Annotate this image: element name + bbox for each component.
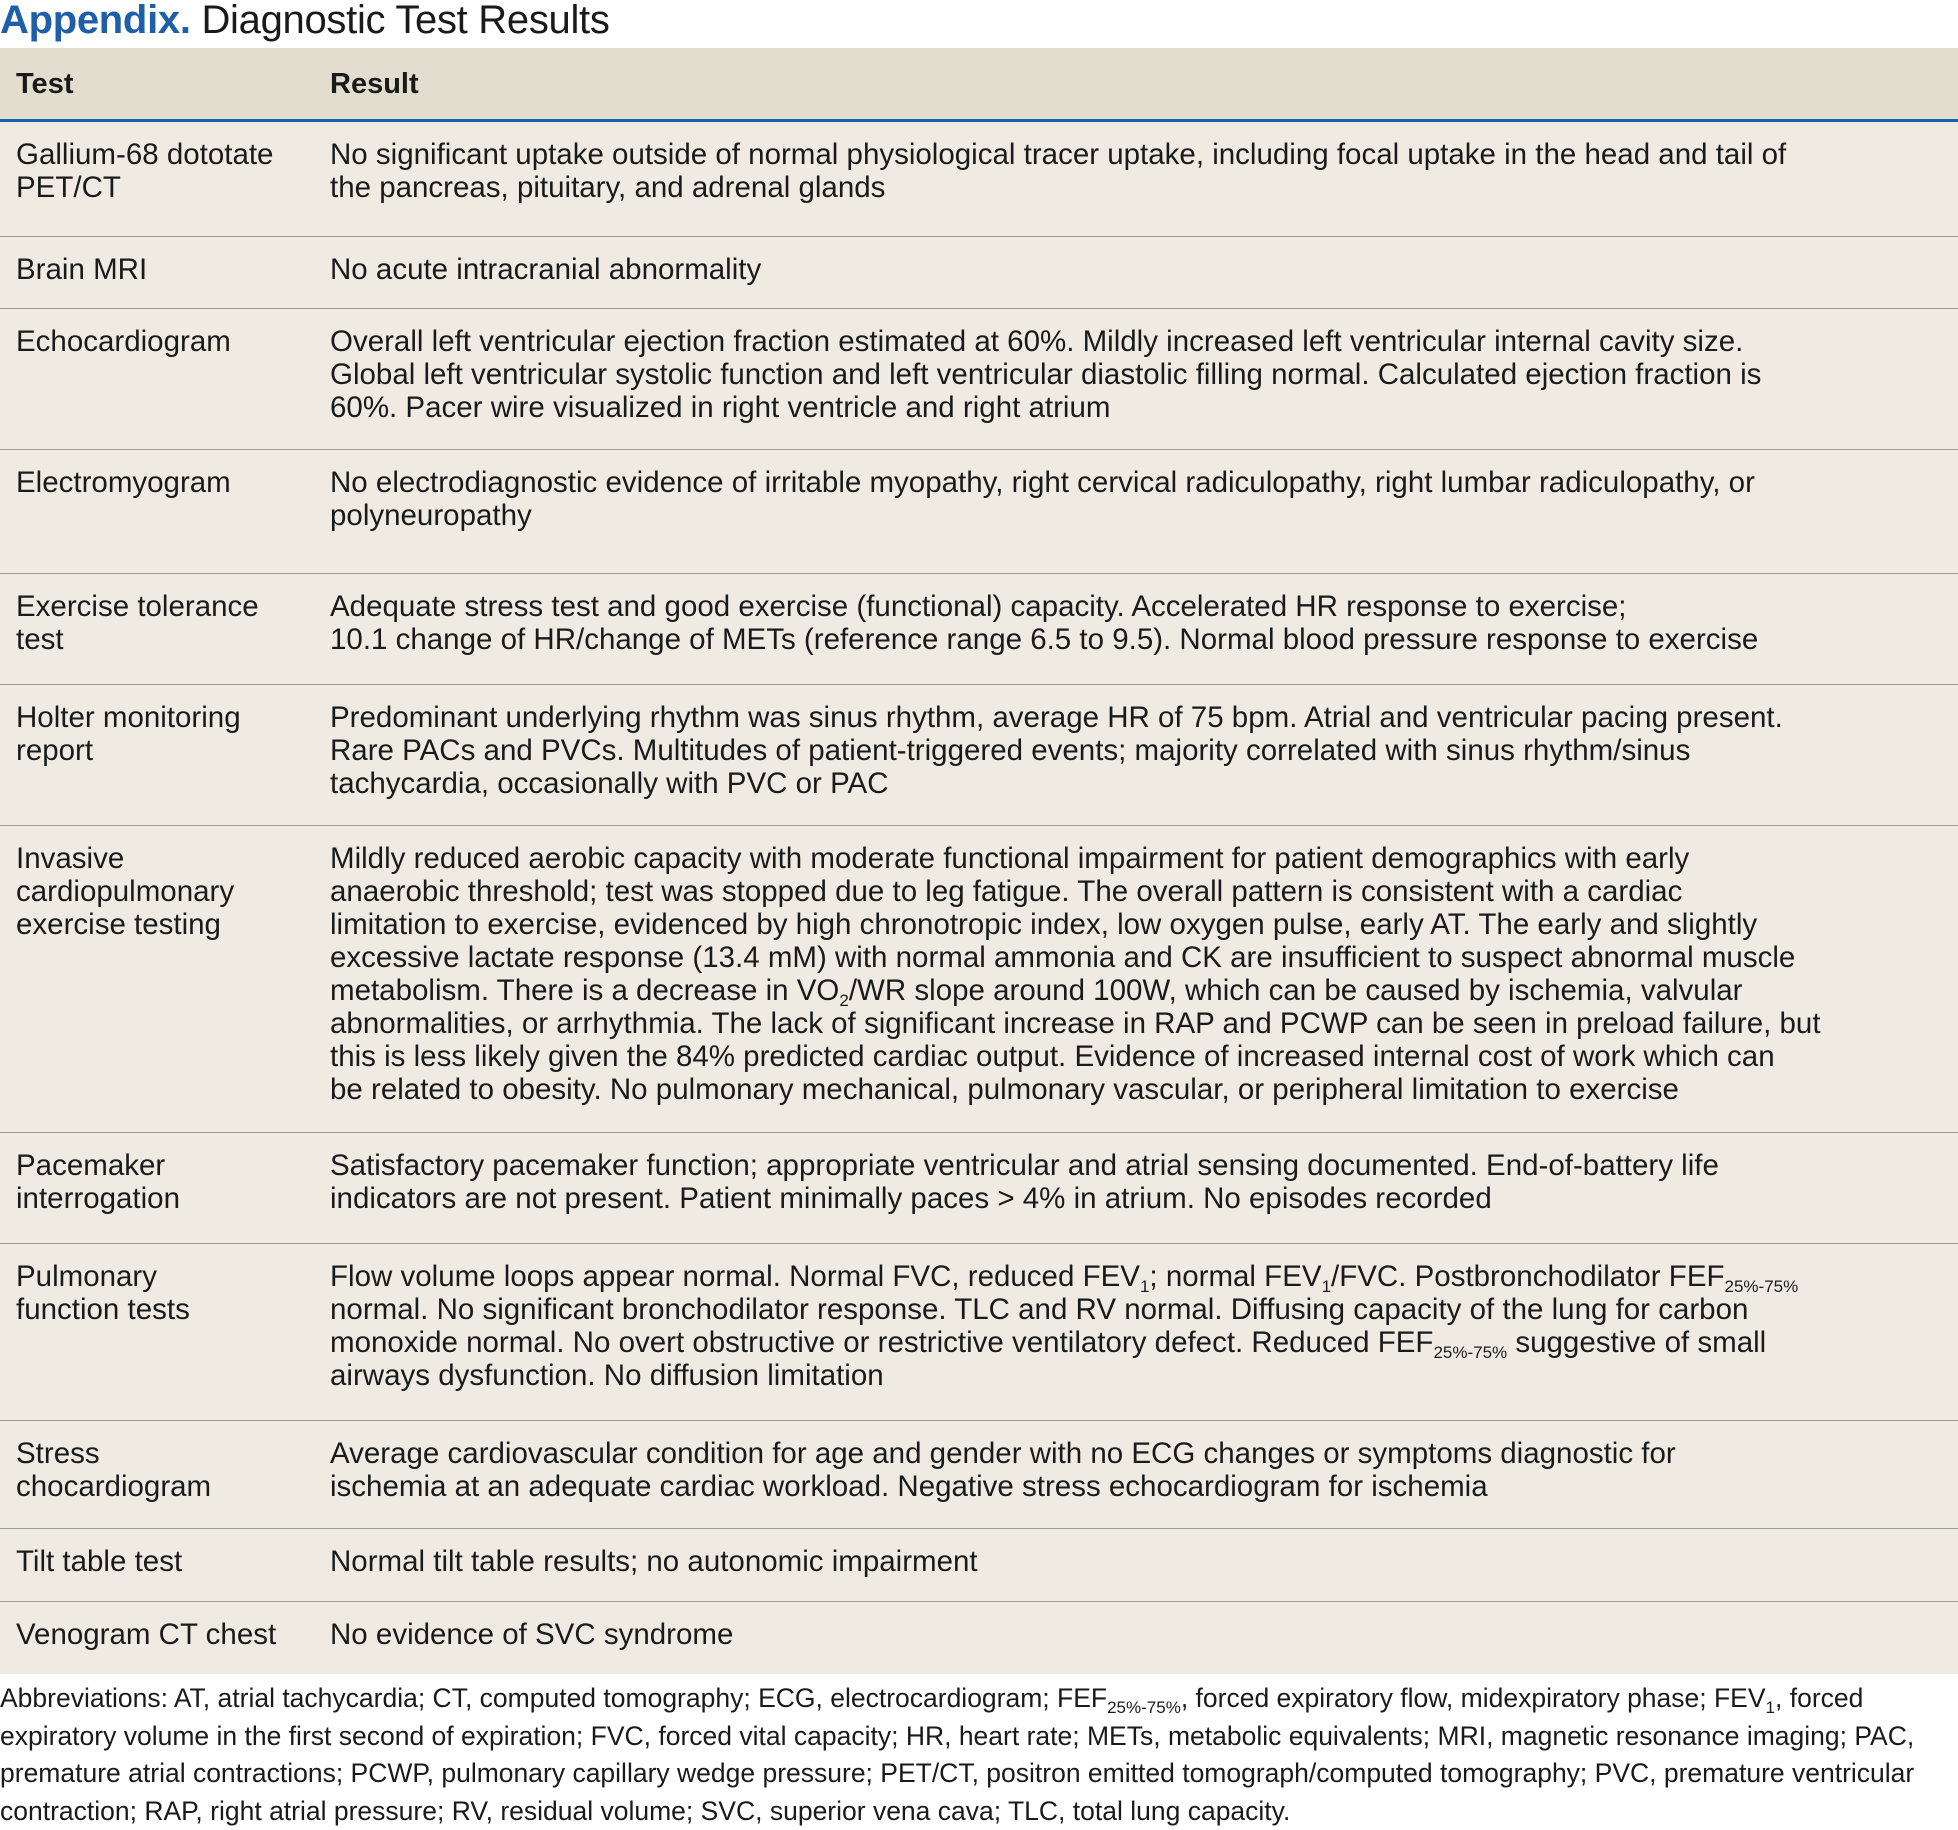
test-name: Pulmonary function tests [16,1260,190,1326]
test-result: No evidence of SVC syndrome [330,1618,734,1651]
test-result: No electrodiagnostic evidence of irritable myopathy, right cervical radiculopathy, right lumbar radiculopathy, or polyneuropathy [330,466,1755,532]
table-row [0,1244,1958,1421]
test-name: Holter monitoring report [16,701,241,767]
test-result: Flow volume loops appear normal. Normal FVC, reduced $FEV_1$; normal $FEV_1$/FVC. Postbronchodilator $FEF_{25\%-75\%}$ normal. No significant bronchodilator response. TLC and RV normal. Diffusing capacity of the lung for carbon monoxide normal. No overt obstructive or restrictive ventilatory defect. Reduced $FEF_{25\%-75\%}$ suggestive of small airways dysfunction. No diffusion limitation [330,1260,1799,1392]
test-name: Electromyogram [16,466,231,499]
test-name: Stress chocardiogram [16,1437,212,1503]
table-row [0,826,1958,1133]
page-title [0,0,1958,48]
test-result: Average cardiovascular condition for age and gender with no ECG changes or symptoms diagnostic for ischemia at an adequate cardiac workload. Negative stress echocardiogram for ischemia [330,1437,1676,1503]
test-result: No acute intracranial abnormality [330,253,762,286]
title-lead: Appendix. [0,0,191,42]
test-result: Mildly reduced aerobic capacity with moderate functional impairment for patient demographics with early anaerobic threshold; test was stopped due to leg fatigue. The overall pattern is consistent with a cardiac limitation to exercise, evidenced by high chronotropic index, low oxygen pulse, early AT. The early and slightly excessive lactate response (13.4 mM) with normal ammonia and CK are insufficient to suspect abnormal muscle metabolism. There is a decrease in $VO_2/WR$ slope around 100W, which can be caused by ischemia, valvular abnormalities, or arrhythmia. The lack of significant increase in RAP and PCWP can be seen in preload failure, but this is less likely given the 84% predicted cardiac output. Evidence of increased internal cost of work which can be related to obesity. No pulmonary mechanical, pulmonary vascular, or peripheral limitation to exercise [330,842,1821,1106]
test-result: No significant uptake outside of normal physiological tracer uptake, including focal uptake in the head and tail of the pancreas, pituitary, and adrenal glands [330,138,1787,204]
table-row [0,1421,1958,1529]
test-name: Echocardiogram [16,325,231,358]
abbreviations-footnote: Abbreviations: AT, atrial tachycardia; CT, computed tomography; ECG, electrocardiogram; $FEF_{25\%-75\%}$, forced expiratory flow, midexpiratory phase; $FEV_1$, forced expiratory volume in the first second of expiration; FVC, forced vital capacity; HR, heart rate; METs, metabolic equivalents; MRI, magnetic resonance imaging; PAC, premature atrial contractions; PCWP, pulmonary capillary wedge pressure; PET/CT, positron emitted tomograph/computed tomography; PVC, premature ventricular contraction; RAP, right atrial pressure; RV, residual volume; SVC, superior vena cava; TLC, total lung capacity. [0,1683,1915,1826]
header-test: Test [16,67,74,100]
test-name: Tilt table test [16,1545,183,1578]
table-row [0,237,1958,309]
test-result: Predominant underlying rhythm was sinus rhythm, average HR of 75 bpm. Atrial and ventricular pacing present. Rare PACs and PVCs. Multitudes of patient-triggered events; majority correlated with sinus rhythm/sinus tachycardia, occasionally with PVC or PAC [330,701,1783,800]
test-name: Venogram CT chest [16,1618,277,1651]
table-row [0,309,1958,450]
test-name: Invasive cardiopulmonary exercise testing [16,842,235,941]
test-name: Exercise tolerance test [16,590,259,656]
table-row [0,450,1958,574]
table-row [0,1602,1958,1674]
table-row [0,1133,1958,1244]
test-result: Overall left ventricular ejection fraction estimated at 60%. Mildly increased left ventricular internal cavity size. Global left ventricular systolic function and left ventricular diastolic filling normal. Calculated ejection fraction is 60%. Pacer wire visualized in right ventricle and right atrium [330,325,1762,424]
table-row [0,1529,1958,1602]
test-result: Normal tilt table results; no autonomic impairment [330,1545,978,1578]
test-name: Pacemaker interrogation [16,1149,180,1215]
table-header [0,48,1958,122]
test-name: Gallium-68 dototate PET/CT [16,138,274,204]
table-row [0,685,1958,826]
header-result: Result [330,67,419,100]
test-result: Satisfactory pacemaker function; appropriate ventricular and atrial sensing documented. End-of-battery life indicators are not present. Patient minimally paces > 4% in atrium. No episodes recorded [330,1149,1719,1215]
results-table [0,48,1958,1674]
title-text: Diagnostic Test Results [201,0,610,42]
test-name: Brain MRI [16,253,148,286]
table-row [0,574,1958,685]
table-row [0,122,1958,237]
test-result: Adequate stress test and good exercise (functional) capacity. Accelerated HR response to exercise; 10.1 change of HR/change of METs (reference range 6.5 to 9.5). Normal blood pressure response to exercise [330,590,1759,656]
